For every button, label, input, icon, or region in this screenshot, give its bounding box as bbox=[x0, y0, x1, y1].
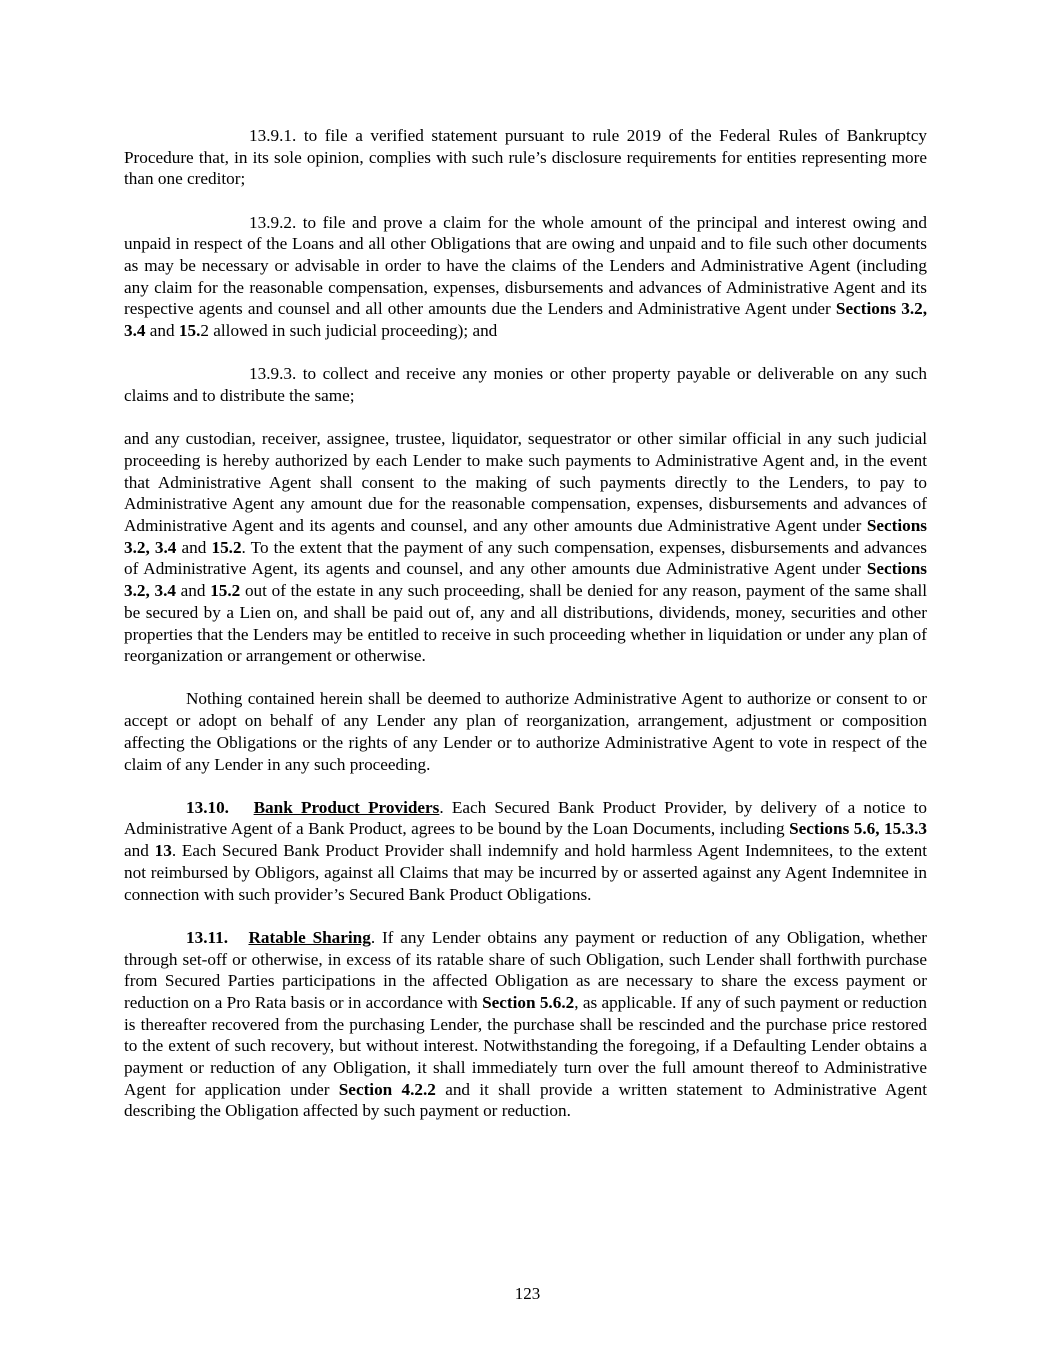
section-reference: 13 bbox=[154, 841, 172, 861]
section-reference: 15.2 bbox=[210, 581, 241, 601]
section-title: Bank Product Providers bbox=[253, 797, 440, 817]
section-reference: Sections 3.2, 3.4 bbox=[124, 516, 927, 557]
section-reference: 15.2 bbox=[211, 537, 242, 557]
section-reference: Section 4.2.2 bbox=[338, 1079, 436, 1099]
section-title: Ratable Sharing bbox=[248, 927, 371, 947]
section-13-11: 13.11. Ratable Sharing. If any Lender obtains any payment or reduction of any Obligation, whether through set-off or otherwise, in excess of its ratable share of such Obligation, such Lender shall forthwith purchase from Secured Parties participations in the affected Obligation as are necessary to share the excess payment or reduction on a Pro Rata basis or in accordance with Section 5.6.2, as applicable. If any of such payment or reduction is thereafter recovered from the purchasing Lender, the purchase shall be rescinded and the purchase price restored to the extent of such recovery, but without interest. Notwithstanding the foregoing, if a Defaulting Lender obtains a payment or reduction of any Obligation, it shall immediately turn over the full amount thereof to Administrative Agent for application under Section 4.2.2 and it shall provide a written statement to Administrative Agent describing the Obligation affected by such payment or reduction. bbox=[124, 927, 928, 1121]
section-reference: Sections 3.2, 3.4 bbox=[124, 559, 927, 601]
section-number: 13.11. bbox=[186, 927, 229, 947]
section-reference: Sections 5.6, 15.3.3 bbox=[789, 819, 928, 839]
page-number: 123 bbox=[514, 1284, 541, 1303]
section-reference: 15. bbox=[178, 321, 201, 341]
paragraph-custodian: and any custodian, receiver, assignee, trustee, liquidator, sequestrator or other similar official in any such judicial proceeding is hereby authorized by each Lender to make such payments to Administrative Agent and, in the event that Administrative Agent shall consent to the making of such payments directly to the Lenders, to pay to Administrative Agent any amount due for the reasonable compensation, expenses, disbursements and advances of Administrative Agent and its agents and counsel, and any other amounts due Administrative Agent under Sections 3.2, 3.4 and 15.2. To the extent that the payment of any such compensation, expenses, disbursements and advances of Administrative Agent, its agents and counsel, and any other amounts due Administrative Agent under Sections 3.2, 3.4 and 15.2 out of the estate in any such proceeding, shall be denied for any reason, payment of the same shall be secured by a Lien on, and shall be paid out of, any and all distributions, dividends, money, securities and other properties that the Lenders may be entitled to receive in such proceeding whether in liquidation or under any plan of reorganization or arrangement or otherwise. bbox=[124, 429, 928, 666]
section-reference: Section 5.6.2 bbox=[482, 992, 575, 1012]
section-number: 13.10. bbox=[186, 797, 229, 817]
paragraph-13-9-3: 13.9.3. to collect and receive any monies or other property payable or deliverable on any such claims and to distribute the same; bbox=[124, 364, 927, 406]
paragraph-13-9-2: 13.9.2. to file and prove a claim for the whole amount of the principal and interest owing and unpaid in respect of the Loans and all other Obligations that are owing and unpaid and to file such other documents as may be necessary or advisable in order to have the claims of the Lenders and Administrative Agent (including any claim for the reasonable compensation, expenses, disbursements and advances of Administrative Agent and its respective agents and counsel and all other amounts due the Lenders and Administrative Agent under Sections 3.2, 3.4 and 15.2 allowed in such judicial proceeding); and bbox=[124, 212, 928, 341]
section-13-10: 13.10. Bank Product Providers. Each Secured Bank Product Provider, by delivery of a notice to Administrative Agent of a Bank Product, agrees to be bound by the Loan Documents, including Sections 5.6, 15.3.3 and 13. Each Secured Bank Product Provider shall indemnify and hold harmless Agent Indemnitees, to the extent not reimbursed by Obligors, against all Claims that may be incurred by or asserted against any Agent Indemnitee in connection with such provider’s Secured Bank Product Obligations. bbox=[124, 797, 928, 904]
document-body bbox=[124, 125, 927, 1122]
paragraph-nothing-contained: Nothing contained herein shall be deemed to authorize Administrative Agent to authorize or consent to or accept or adopt on behalf of any Lender any plan of reorganization, arrangement, adjustment or composition affecting the Obligations or the rights of any Lender or to authorize Administrative Agent to vote in respect of the claim of any Lender in any such proceeding. bbox=[124, 689, 927, 774]
paragraph-13-9-1: 13.9.1. to file a verified statement pursuant to rule 2019 of the Federal Rules of Bankruptcy Procedure that, in its sole opinion, complies with such rule’s disclosure requirements for entities representing more than one creditor; bbox=[124, 126, 927, 189]
section-reference: Sections 3.2, 3.4 bbox=[124, 299, 928, 341]
